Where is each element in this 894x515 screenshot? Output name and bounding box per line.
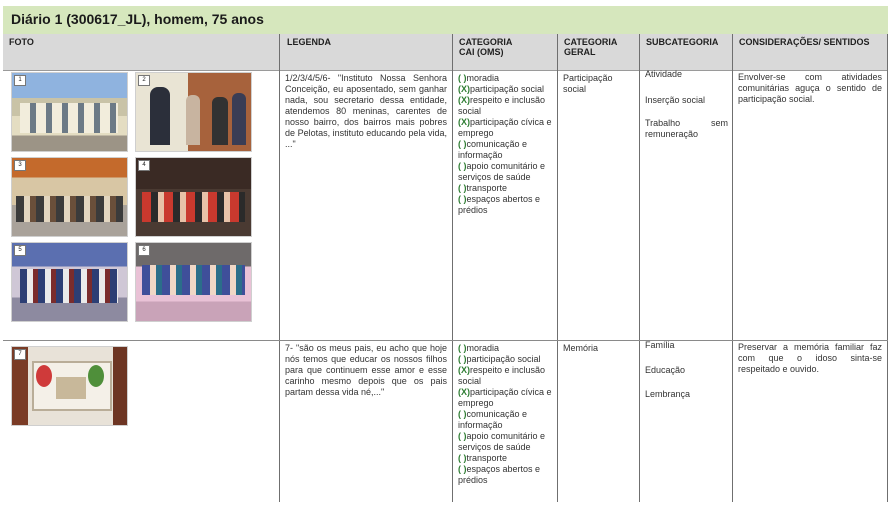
cai-option: ( )transporte (458, 183, 508, 193)
header-subcategoria: SUBCATEGORIA (646, 37, 719, 47)
photo-number-badge: 3 (14, 160, 26, 171)
photo-people-standing (135, 72, 252, 152)
subcategoria-item: Trabalho sem remuneração (645, 118, 728, 139)
column-divider (557, 34, 558, 502)
header-foto: FOTO (9, 37, 34, 47)
photo-parents-memorial (11, 346, 128, 426)
cai-option: ( )participação social (458, 354, 541, 364)
cai-option: ( )apoio comunitário e serviços de saúde (458, 161, 546, 182)
cai-option: ( )moradia (458, 343, 500, 353)
column-divider (732, 34, 733, 502)
cai-option: ( )moradia (458, 73, 500, 83)
categoria-geral-text: Memória (563, 343, 599, 353)
header-legenda: LEGENDA (287, 37, 332, 47)
cai-option: ( )apoio comunitário e serviços de saúde (458, 431, 546, 452)
subcategoria-item: Atividade (645, 69, 683, 79)
photo-number-badge: 4 (138, 160, 150, 171)
cai-checklist (458, 73, 553, 216)
row-divider (3, 340, 888, 341)
cai-option: (X)respeito e inclusão social (458, 95, 546, 116)
categoria-geral-text: Participação social (563, 73, 613, 94)
photo-group-event (11, 242, 128, 322)
photo-number-badge: 2 (138, 75, 150, 86)
consideracoes-text: Envolver-se com atividades comunitárias aguça o sentido de participação social. (738, 72, 882, 104)
legenda-text: 7- "são os meus pais, eu acho que hoje nós temos que educar os nossos filhos para que continuem esse amor e esse carinho mesmo depois que os pais partam dessa vida né,..." (285, 343, 447, 397)
document-title-bar (3, 6, 888, 35)
header-categoria-geral: CATEGORIA GERAL (564, 37, 618, 57)
photo-number-badge: 6 (138, 245, 150, 256)
photo-children-table (135, 242, 252, 322)
subcategoria-item: Educação (645, 365, 686, 375)
consideracoes-text: Preservar a memória familiar faz com que o idoso sinta-se respeitado e ouvido. (738, 342, 882, 374)
column-divider (452, 34, 453, 502)
column-divider (887, 34, 888, 502)
cai-option: (X)participação cívica e emprego (458, 387, 552, 408)
column-divider (279, 34, 280, 502)
cai-checklist (458, 343, 553, 486)
cai-option: ( )espaços abertos e prédios (458, 194, 541, 215)
column-divider (639, 34, 640, 502)
photo-number-badge: 5 (14, 245, 26, 256)
photo-classroom-children (11, 157, 128, 237)
legenda-text: 1/2/3/4/5/6- "Instituto Nossa Senhora Conceição, eu aposentado, sem ganhar nada, sou secretario dessa entidade, atendemos 80 meninas, carentes de nosso bairro, dos bairros mais pobres de Pelotas, instituto educando pela vida, ..." (285, 73, 447, 149)
cai-option: ( )transporte (458, 453, 508, 463)
cai-option: (X)participação cívica e emprego (458, 117, 552, 138)
cai-option: ( )comunicação e informação (458, 139, 528, 160)
subcategoria-item: Inserção social (645, 95, 706, 105)
photo-audience-seated (135, 157, 252, 237)
header-categoria-cai: CATEGORIA CAI (OMS) (459, 37, 513, 57)
subcategoria-item: Lembrança (645, 389, 691, 399)
header-consideracoes: CONSIDERAÇÕES/ SENTIDOS (739, 37, 870, 47)
cai-option: (X)participação social (458, 84, 545, 94)
cai-option: (X)respeito e inclusão social (458, 365, 546, 386)
cai-option: ( )espaços abertos e prédios (458, 464, 541, 485)
photo-number-badge: 7 (14, 349, 26, 360)
photo-number-badge: 1 (14, 75, 26, 86)
cai-option: ( )comunicação e informação (458, 409, 528, 430)
subcategoria-item: Família (645, 340, 675, 350)
document-title: Diário 1 (300617_JL), homem, 75 anos (11, 11, 264, 27)
photo-institute-building (11, 72, 128, 152)
table-header-row (3, 34, 888, 71)
